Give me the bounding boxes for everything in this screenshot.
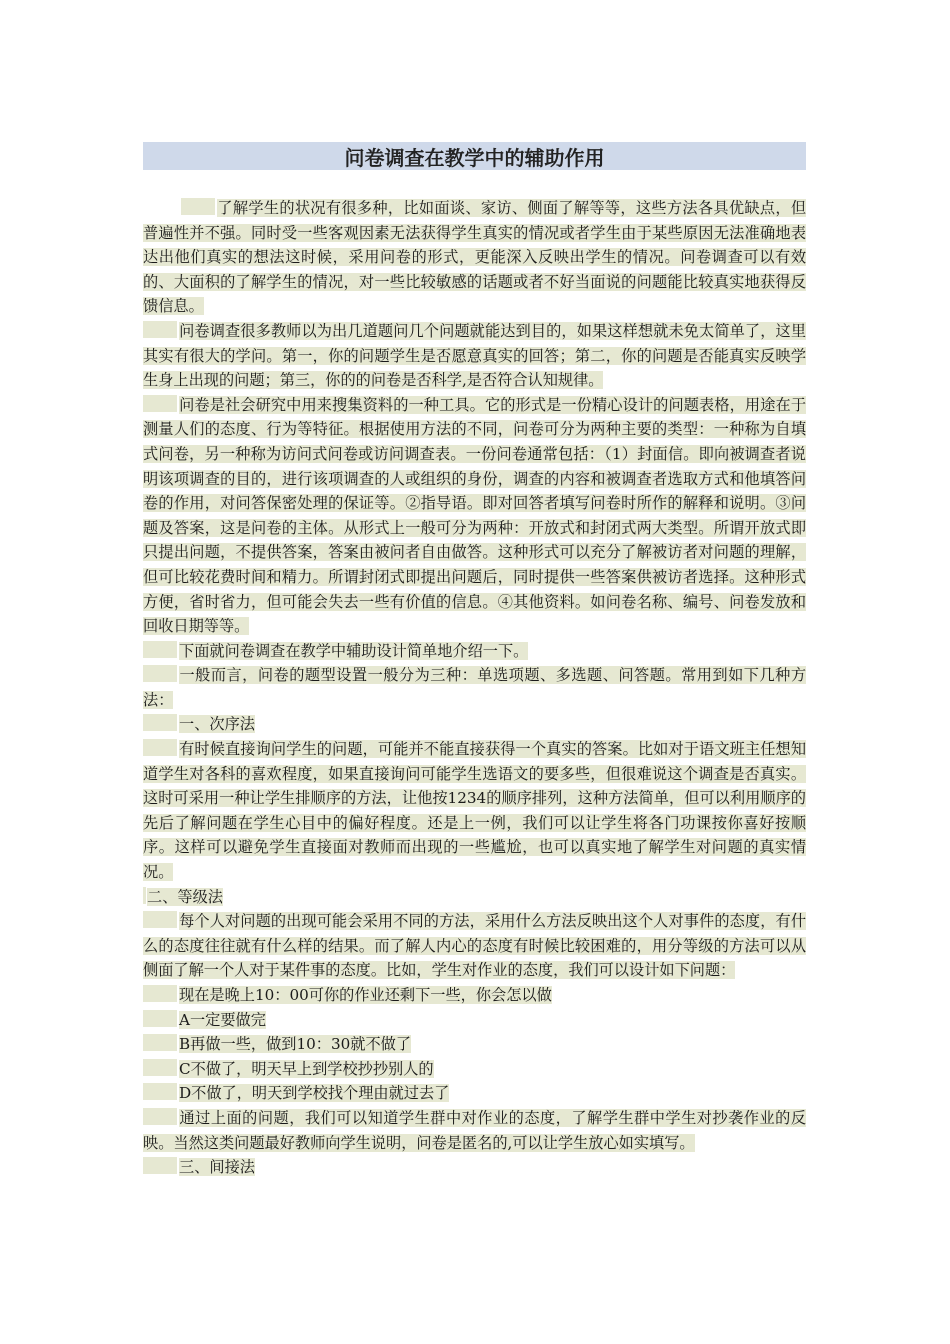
- section-heading: [143, 712, 806, 737]
- option-b: [143, 1032, 806, 1057]
- option-c: [143, 1057, 806, 1082]
- indent-marker: [143, 1108, 177, 1125]
- indent-marker: [143, 1083, 177, 1100]
- indent-marker: [143, 395, 177, 412]
- indent-marker: [143, 321, 177, 338]
- indent-marker: [143, 714, 177, 731]
- indent-marker: [143, 1034, 177, 1051]
- indent-marker: [143, 911, 177, 928]
- indent-marker: [143, 1010, 177, 1027]
- option-text: C不做了，明天早上到学校抄抄别人的: [179, 1059, 434, 1078]
- indent-marker: [143, 1059, 177, 1076]
- document-title: 问卷调查在教学中的辅助作用: [344, 145, 605, 170]
- paragraph-text: 有时候直接询问学生的问题，可能并不能直接获得一个真实的答案。比如对于语文班主任想知道学生对各科的喜欢程度，如果直接询问可能学生选语文的要多些，但很难说这个调查是否真实。这时可采用一种让学生排顺序的方法，让他按1234的顺序排列，这种方法简单，但可以利用顺序的先后了解问题在学生心目中的偏好程度。还是上一例，我们可以让学生将各门功课按你喜好按顺序。这样可以避免学生直接面对教师而出现的一些尴尬，也可以真实地了解学生对问题的真实情况。: [143, 740, 806, 882]
- paragraph: [143, 1106, 806, 1155]
- option-a: [143, 1008, 806, 1033]
- indent-marker: [143, 641, 177, 658]
- question-text: [143, 983, 806, 1008]
- paragraph: [143, 393, 806, 639]
- paragraph-text: 下面就问卷调查在教学中辅助设计简单地介绍一下。: [179, 641, 529, 660]
- section-heading-text: 一、次序法: [179, 715, 255, 734]
- paragraph-text: 了解学生的状况有很多种，比如面谈、家访、侧面了解等等，这些方法各具优缺点，但普遍性并不强。同时受一些客观因素无法获得学生真实的情况或者学生由于某些原因无法准确地表达出他们真实的想法这时候，采用问卷的形式，更能深入反映出学生的情况。问卷调查可以有效的、大面积的了解学生的情况，对一些比较敏感的话题或者不好当面说的问题能比较真实地获得反馈信息。: [143, 199, 806, 316]
- paragraph: [143, 737, 806, 885]
- section-heading: [143, 885, 806, 910]
- indent-marker: [143, 1157, 177, 1174]
- paragraph-text: 每个人对问题的出现可能会采用不同的方法，采用什么方法反映出这个人对事件的态度，有什么的态度往往就有什么样的结果。而了解人内心的态度有时候比较困难的，用分等级的方法可以从侧面了解一个人对于某件事的态度。比如，学生对作业的态度，我们可以设计如下问题：: [143, 912, 806, 980]
- option-text: D不做了，明天到学校找个理由就过去了: [179, 1084, 450, 1103]
- paragraph-text: 问卷是社会研究中用来搜集资料的一种工具。它的形式是一份精心设计的问题表格，用途在于测量人们的态度、行为等特征。根据使用方法的不同，问卷可分为两种主要的类型：一种称为自填式问卷，另一种称为访问式问卷或访问调查表。一份问卷通常包括：（1）封面信。即向被调查者说明该项调查的目的，进行该项调查的人或组织的身份，调查的内容和被调查者选取方式和他填答问卷的作用，对问答保密处理的保证等。②指导语。即对回答者填写问卷时所作的解释和说明。③问题及答案，这是问卷的主体。从形式上一般可分为两种：开放式和封闭式两大类型。所谓开放式即只提出问题，不提供答案，答案由被问者自由做答。这种形式可以充分了解被访者对问题的理解，但可比较花费时间和精力。所谓封闭式即提出问题后，同时提供一些答案供被访者选择。这种形式方便，省时省力，但可能会失去一些有价值的信息。④其他资料。如问卷名称、编号、问卷发放和回收日期等等。: [143, 395, 806, 636]
- paragraph: [143, 909, 806, 983]
- indent-marker: [143, 887, 146, 904]
- option-text: B再做一些，做到10：30就不做了: [179, 1035, 412, 1054]
- indent-marker: [143, 985, 177, 1002]
- section-heading-text: 三、间接法: [179, 1158, 255, 1177]
- paragraph: [143, 196, 806, 319]
- paragraph-text: 通过上面的问题，我们可以知道学生群中对作业的态度，了解学生群中学生对抄袭作业的反映。当然这类问题最好教师向学生说明，问卷是匿名的,可以让学生放心如实填写。: [143, 1108, 806, 1152]
- section-heading: [143, 1155, 806, 1180]
- option-text: A一定要做完: [179, 1010, 266, 1029]
- indent-marker: [181, 198, 215, 215]
- paragraph-text: 问卷调查很多教师以为出几道题问几个问题就能达到目的，如果这样想就未免太简单了，这里其实有很大的学问。第一，你的问题学生是否愿意真实的回答；第二，你的问题是否能真实反映学生身上出现的问题；第三，你的的问卷是否科学,是否符合认知规律。: [143, 321, 806, 390]
- indent-marker: [143, 665, 177, 682]
- option-d: [143, 1081, 806, 1106]
- title-bar: [143, 142, 806, 170]
- paragraph-text: 现在是晚上10：00可你的作业还剩下一些，你会怎以做: [179, 986, 552, 1004]
- paragraph: [143, 663, 806, 712]
- document-body: [143, 196, 806, 1180]
- paragraph-text: 一般而言，问卷的题型设置一般分为三种：单选项题、多选题、问答题。常用到如下几种方法：: [143, 666, 806, 709]
- paragraph: [143, 319, 806, 393]
- paragraph: [143, 639, 806, 664]
- indent-marker: [143, 739, 177, 756]
- section-heading-text: 二、等级法: [147, 887, 223, 906]
